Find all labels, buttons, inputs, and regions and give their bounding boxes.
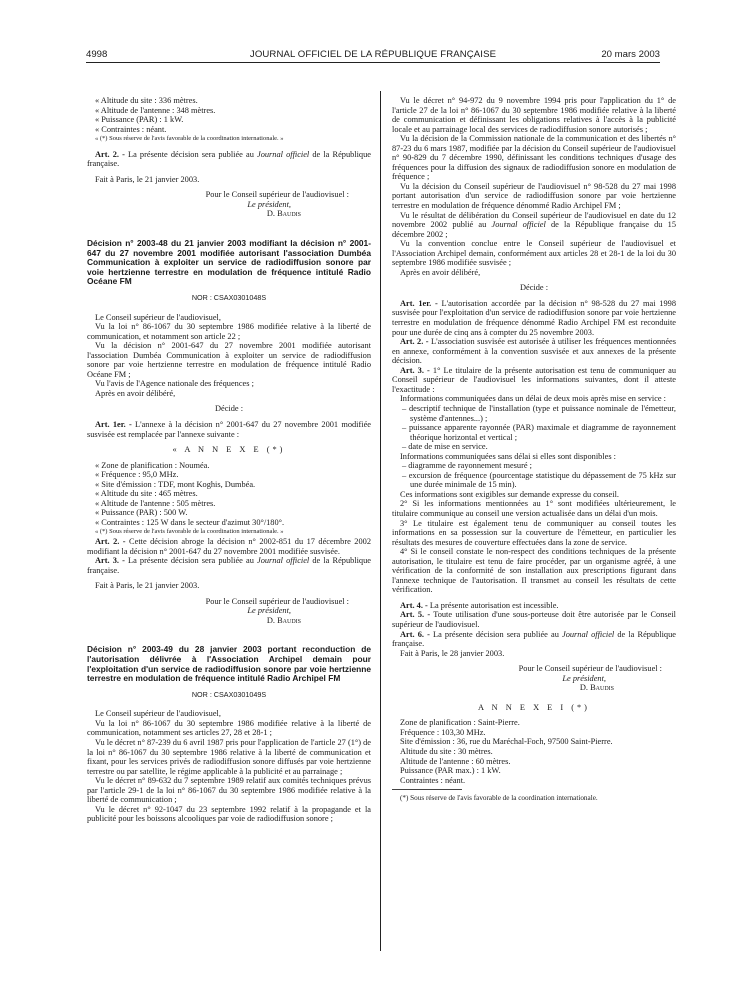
annex-item: « Zone de planification : Nouméa. xyxy=(95,460,210,470)
article-paragraph: Art. 1er. - L'autorisation accordée par la décision n° 98-528 du 27 mai 1998 susvisée pour l'exploitation d'un service de radiodiffusion sonore par voie hertzienne terrestre en modulation de fréquence dénommé Radio Archipel FM est reconduite pour une durée de cinq ans à compter du 25 novembre 2003. xyxy=(392,298,676,337)
list-item: « Contraintes : néant. xyxy=(95,124,167,134)
column-divider xyxy=(380,91,381,951)
article-paragraph: Art. 2. - L'association susvisée est autorisée à utiliser les fréquences mentionnées en annexe, conformément à la convention susvisée et aux annexes de la présente décision. xyxy=(392,337,676,366)
list-item: – puissance apparente rayonnée (PAR) maximale et diagramme de rayonnement théorique horizontal et vertical ; xyxy=(402,423,676,442)
list-item: « Altitude du site : 336 mètres. xyxy=(95,96,198,105)
footnote-rule xyxy=(392,789,462,791)
article-label: Art. 2. - xyxy=(95,149,125,159)
paragraph: Vu la convention conclue entre le Conseil supérieur de l'audiovisuel et l'Association Archipel demain, conformément aux articles 28 et 28-1 de la loi du 30 septembre 1986 modifiée susvisée ; xyxy=(392,239,676,268)
date-place: Fait à Paris, le 21 janvier 2003. xyxy=(95,581,200,591)
decide-heading: Décide : xyxy=(519,283,549,293)
annex-title: A N N E X E I (*) xyxy=(478,702,590,712)
top-list xyxy=(87,96,371,144)
left-column xyxy=(87,96,371,824)
header-rule xyxy=(86,62,660,63)
annex-item: Contraintes : néant. xyxy=(400,775,466,785)
annex-item: Fréquence : 103,30 MHz. xyxy=(400,727,486,737)
annex-item: « Contraintes : 125 W dans le secteur d'azimut 30°/180°. xyxy=(95,517,285,527)
annex-item: Zone de planification : Saint-Pierre. xyxy=(400,718,520,728)
article-paragraph: Art. 1er. - L'annexe à la décision n° 2001-647 du 27 novembre 2001 modifiée susvisée est remplacée par l'annexe suivante : xyxy=(87,420,371,439)
article-paragraph: Art. 2. - La présente décision sera publiée au Journal officiel de la République française. xyxy=(87,149,371,169)
annex-item: « Altitude de l'antenne : 505 mètres. xyxy=(95,498,216,508)
paragraph: Vu la décision n° 2001-647 du 27 novembre 2001 modifiée autorisant l'association Dumbéa Communication à exploiter un service de radiodiffusion sonore par voie hertzienne terrestre en modulation de fréquence intitulé Radio Océane FM ; xyxy=(87,341,371,379)
signature-name: D. Baudis xyxy=(579,683,614,693)
signature-name: D. Baudis xyxy=(266,209,301,219)
paragraph: Vu l'avis de l'Agence nationale des fréquences ; xyxy=(95,379,254,389)
journal-title: JOURNAL OFFICIEL DE LA RÉPUBLIQUE FRANÇAISE xyxy=(249,49,497,60)
list-item: – date de mise en service. xyxy=(402,442,488,452)
annex-item: Altitude de l'antenne : 60 mètres. xyxy=(400,756,511,766)
list-item: « Puissance (PAR) : 1 kW. xyxy=(95,115,184,125)
article-paragraph: Art. 2. - Cette décision abroge la décision n° 2002-851 du 17 décembre 2002 modifiant la décision n° 2001-647 du 27 novembre 2001 modifiée susvisée. xyxy=(87,537,371,556)
signature-line: Pour le Conseil supérieur de l'audiovisuel : xyxy=(205,596,349,606)
paragraph: 2° Si les informations mentionnées au 1° sont modifiées ultérieurement, le titulaire communique au conseil une version actualisée dans un délai d'un mois. xyxy=(392,499,676,518)
list-item: – excursion de fréquence (pourcentage statistique du dépassement de 75 kHz sur une durée minimale de 15 min). xyxy=(402,470,676,490)
decision-title: Décision n° 2003-49 du 28 janvier 2003 portant reconduction de l'autorisation délivrée à l'Association Archipel demain pour l'exploitation d'un service de radiodiffusion sonore par voie hertzienne terrestre en modulation de fréquence intitulé Radio Archipel FM xyxy=(87,644,371,684)
list-item: – descriptif technique de l'installation (type et puissance nominale de l'émetteur, système d'antennes...) ; xyxy=(402,403,676,423)
paragraph: Vu la loi n° 86-1067 du 30 septembre 1986 modifiée relative à la liberté de communication, notamment ses articles 27, 28 et 28-1 ; xyxy=(87,718,371,738)
right-column xyxy=(392,96,676,804)
annex-item: « Site d'émission : TDF, mont Koghis, Dumbéa. xyxy=(95,479,256,489)
paragraph: Vu la décision du Conseil supérieur de l'audiovisuel n° 98-528 du 27 mai 1998 portant autorisation d'un service de radiodiffusion sonore par voie hertzienne terrestre en modulation de fréquence dénommé Radio Archipel FM ; xyxy=(392,181,676,211)
annex-title: « A N N E X E (*) xyxy=(172,445,286,455)
article-paragraph: Art. 3. - La présente décision sera publiée au Journal officiel de la République française. xyxy=(87,556,371,575)
annex-item: Site d'émission : 36, rue du Maréchal-Foch, 97500 Saint-Pierre. xyxy=(400,737,613,747)
annex-item: Puissance (PAR max.) : 1 kW. xyxy=(400,766,501,776)
paragraph: Après en avoir délibéré, xyxy=(95,388,176,398)
paragraph: 4° Si le conseil constate le non-respect des conditions techniques de la présente autorisation, le titulaire est tenu de faire procéder, par un organisme agréé, à une vérification de la conformité de son installation aux prescriptions figurant dans l'annexe technique de l'autorisation. Il transmet au conseil les résultats de cette vérification. xyxy=(392,547,676,595)
annex-item: Altitude du site : 30 mètres. xyxy=(400,747,493,756)
signature-title: Le président, xyxy=(247,199,291,209)
nor-reference: NOR : CSAX0301049S xyxy=(191,689,267,699)
paragraph: Vu la loi n° 86-1067 du 30 septembre 1986 modifiée relative à la liberté de communication, et notamment son article 22 ; xyxy=(87,322,371,341)
article-paragraph: Art. 5. - Toute utilisation d'une sous-porteuse doit être autorisée par le Conseil supérieur de l'audiovisuel. xyxy=(392,610,676,629)
signature-title: Le président, xyxy=(247,606,291,616)
paragraph: Le Conseil supérieur de l'audiovisuel, xyxy=(95,709,221,719)
paragraph: Vu le décret n° 94-972 du 9 novembre 1994 pris pour l'application du 1° de l'article 27 de la loi n° 86-1067 du 30 septembre 1986 modifiée relative à la liberté de communication et définissant les obligations relatives à l'accès à la publicité locale et au parrainage local des services de radiodiffusion sonore autorisés ; xyxy=(392,96,676,134)
paragraph: Vu le décret n° 89-632 du 7 septembre 1989 relatif aux comités techniques prévus par l'article 29-1 de la loi n° 86-1067 du 30 septembre 1986 modifiée relative à la liberté de communication ; xyxy=(87,776,371,805)
paragraph: Vu le décret n° 92-1047 du 23 septembre 1992 relatif à la propagande et la publicité pour les boissons alcooliques par voie de radiodiffusion sonore ; xyxy=(87,804,371,824)
signature-title: Le président, xyxy=(562,673,606,683)
signature-name: D. Baudis xyxy=(266,615,301,625)
annex-item: « Puissance (PAR) : 500 W. xyxy=(95,508,188,518)
paragraph: Après en avoir délibéré, xyxy=(400,267,481,277)
paragraph: Informations communiquées dans un délai de deux mois après mise en service : xyxy=(400,394,667,404)
date-place: Fait à Paris, le 28 janvier 2003. xyxy=(400,648,505,658)
paragraph: Le Conseil supérieur de l'audiovisuel, xyxy=(95,312,221,322)
signature-line: Pour le Conseil supérieur de l'audiovisuel : xyxy=(518,664,662,674)
page-number: 4998 xyxy=(86,49,108,60)
paragraph: 3° Le titulaire est également tenu de communiquer au conseil toutes les informations en sa possession sur la couverture de l'émetteur, en particulier les résultats des mesures de couverture effectuées dans la zone de service. xyxy=(392,518,676,547)
article-paragraph: Art. 4. - La présente autorisation est incessible. xyxy=(400,600,559,610)
signature-line: Pour le Conseil supérieur de l'audiovisuel : xyxy=(205,190,349,200)
article-paragraph: Art. 3. - 1° Le titulaire de la présente autorisation est tenu de communiquer au Conseil supérieur de l'audiovisuel les informations suivantes, dont il atteste l'exactitude : xyxy=(392,365,676,394)
decide-heading: Décide : xyxy=(214,404,244,414)
footnote: (*) Sous réserve de l'avis favorable de la coordination internationale. xyxy=(400,794,598,803)
paragraph: Informations communiquées sans délai si elles sont disponibles : xyxy=(400,451,616,461)
date-place: Fait à Paris, le 21 janvier 2003. xyxy=(95,174,200,184)
footnote: « (*) Sous réserve de l'avis favorable de la coordination internationale. » xyxy=(95,528,284,536)
issue-date: 20 mars 2003 xyxy=(601,49,660,60)
annex-item: « Fréquence : 95,0 MHz. xyxy=(95,470,179,480)
list-item: – diagramme de rayonnement mesuré ; xyxy=(402,461,532,471)
footnote: « (*) Sous réserve de l'avis favorable de la coordination internationale. » xyxy=(95,135,284,143)
paragraph: Vu la décision de la Commission nationale de la communication et des libertés n° 87-23 du 6 mars 1987, modifiée par la décision du Conseil supérieur de l'audiovisuel n° 90-829 du 7 décembre 1990, définissant les conditions techniques d'usage des fréquences pour la diffusion des signaux de radiodiffusion sonore en modulation de fréquence ; xyxy=(392,134,676,182)
paragraph: Vu le résultat de délibération du Conseil supérieur de l'audiovisuel en date du 12 novembre 2002 publié au Journal officiel de la République française du 15 décembre 2002 ; xyxy=(392,210,677,239)
decision-title: Décision n° 2003-48 du 21 janvier 2003 modifiant la décision n° 2001-647 du 27 novembre 2001 modifiée autorisant l'association Dumbéa Communication à exploiter un service de radiodiffusion sonore par voie hertzienne terrestre en modulation de fréquence intitulé Radio Océane FM xyxy=(87,238,371,287)
list-item: « Altitude de l'antenne : 348 mètres. xyxy=(95,105,216,115)
page-header xyxy=(86,49,660,63)
paragraph: Vu le décret n° 87-239 du 6 avril 1987 pris pour l'application de l'article 27 (1°) de la loi n° 86-1067 du 30 septembre 1986 relative à la liberté de communication et fixant, pour les services privés de radiodiffusion sonore diffusés par voie hertzienne terrestre ou par satellite, le régime applicable à la publicité et au parrainage ; xyxy=(87,737,371,776)
article-paragraph: Art. 6. - La présente décision sera publiée au Journal officiel de la République française. xyxy=(392,629,676,649)
annex-item: « Altitude du site : 465 mètres. xyxy=(95,489,198,499)
nor-reference: NOR : CSAX0301048S xyxy=(191,292,267,302)
paragraph: Ces informations sont exigibles sur demande expresse du conseil. xyxy=(400,489,619,499)
